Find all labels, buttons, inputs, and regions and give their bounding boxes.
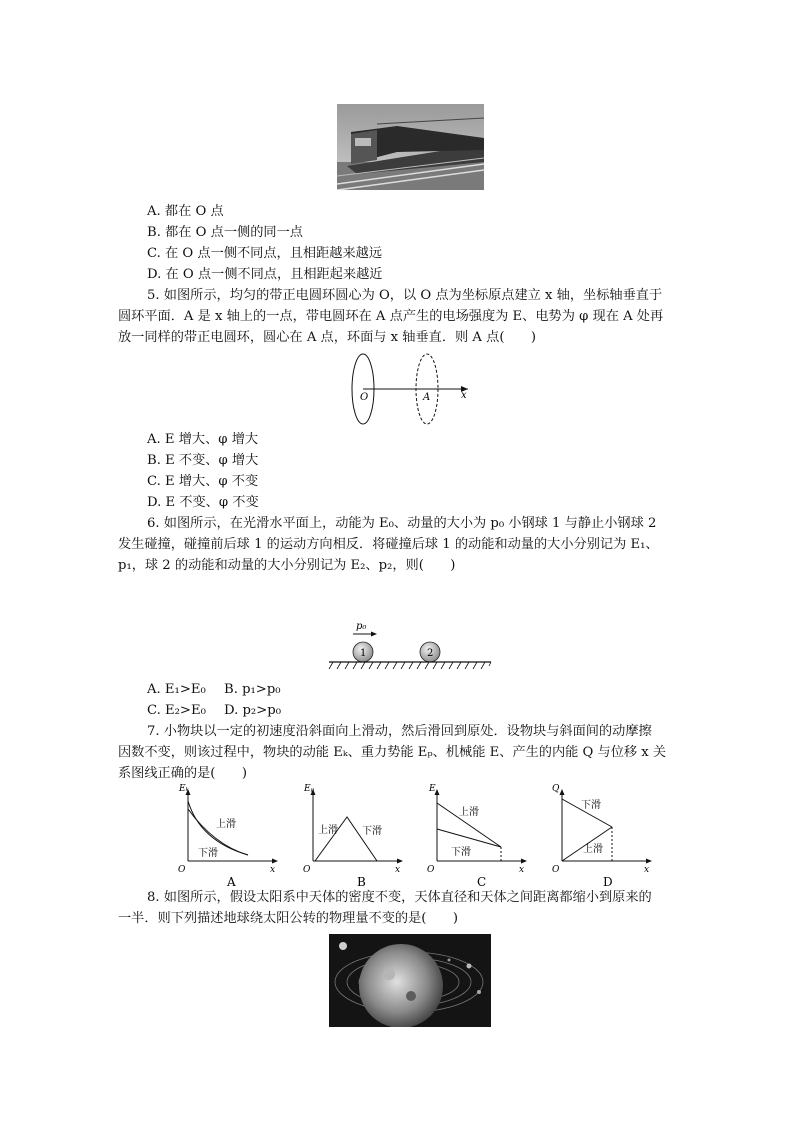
q5-stem-line-1: 5. 如图所示，均匀的带正电圆环圆心为 O，以 O 点为坐标原点建立 x 轴，坐标轴垂直于	[147, 288, 663, 303]
q6-option-a[interactable]: A. E₁>E₀	[147, 682, 206, 697]
graph-b-up-label: 上滑	[318, 825, 338, 836]
graph-c[interactable]	[425, 783, 535, 889]
solar-system-photo	[329, 934, 491, 1027]
q7-stem-line-2: 因数不变，则该过程中，物块的动能 Eₖ、重力势能 Eₚ、机械能 E、产生的内能 Q 与位移 x 关	[118, 745, 667, 760]
graph-b[interactable]	[301, 783, 411, 889]
q8-stem-line-1: 8. 如图所示，假设太阳系中天体的密度不变，天体直径和天体之间距离都缩小到原来的	[147, 890, 652, 905]
graph-c-up-label: 上滑	[459, 807, 479, 818]
graph-a-origin: O	[178, 865, 186, 875]
q5-option-a[interactable]: A. E 增大、φ 增大	[147, 432, 259, 447]
graph-c-ylabel: E	[429, 784, 436, 794]
graph-c-down-label: 下滑	[451, 847, 471, 858]
q8-stem-line-2: 一半．则下列描述地球绕太阳公转的物理量不变的是( )	[118, 911, 458, 926]
graph-d-up-label: 上滑	[583, 844, 603, 855]
graph-a-ylabel: Eₖ	[179, 784, 189, 794]
train-photo	[337, 104, 484, 190]
q6-stem-line-1: 6. 如图所示，在光滑水平面上，动能为 E₀、动量的大小为 p₀ 小钢球 1 与静止小钢球 2	[147, 516, 657, 531]
graph-d-origin: O	[552, 865, 560, 875]
graph-c-letter: C	[477, 875, 487, 889]
q7-stem-line-3: 系图线正确的是( )	[118, 766, 247, 781]
ball-1-label: 1	[360, 648, 367, 659]
q5-stem-line-3: 放一同样的带正电圆环，圆心在 A 点，环面与 x 轴垂直．则 A 点( )	[118, 330, 536, 345]
q5-stem-line-2: 圆环平面．A 是 x 轴上的一点，带电圆环在 A 点产生的电场强度为 E、电势为 φ 现在 A 处再	[118, 309, 664, 324]
graph-b-letter: B	[357, 875, 366, 889]
p0-label: p₀	[356, 621, 367, 632]
graph-d[interactable]	[550, 783, 660, 889]
graph-d-down-label: 下滑	[581, 800, 601, 811]
ring-label-a: A	[423, 392, 431, 403]
graph-c-origin: O	[427, 865, 435, 875]
q4-option-b[interactable]: B. 都在 O 点一侧的同一点	[147, 225, 303, 240]
graph-d-letter: D	[603, 875, 613, 889]
q4-option-a[interactable]: A. 都在 O 点	[147, 204, 224, 219]
q6-option-b[interactable]: B. p₁>p₀	[224, 682, 281, 697]
graph-b-origin: O	[303, 865, 311, 875]
q5-option-d[interactable]: D. E 不变、φ 不变	[147, 495, 259, 510]
q4-option-d[interactable]: D. 在 O 点一侧不同点，且相距起来越近	[147, 267, 383, 282]
q6-option-c[interactable]: C. E₂>E₀	[147, 703, 206, 718]
graph-a-down-label: 下滑	[198, 848, 218, 859]
ring-figure	[350, 352, 475, 427]
ball-2-label: 2	[427, 648, 434, 659]
graph-c-xlabel: x	[519, 865, 525, 875]
graph-b-ylabel: Eₚ	[304, 784, 315, 794]
graph-a-xlabel: x	[270, 865, 276, 875]
q6-stem-line-3: p₁，球 2 的动能和动量的大小分别记为 E₂、p₂，则( )	[118, 558, 456, 573]
q5-option-c[interactable]: C. E 增大、φ 不变	[147, 474, 259, 489]
q6-stem-line-2: 发生碰撞，碰撞前后球 1 的运动方向相反．将碰撞后球 1 的动能和动量的大小分别记为 E₁、	[118, 537, 659, 552]
q6-option-d[interactable]: D. p₂>p₀	[224, 703, 281, 718]
collision-figure	[325, 620, 495, 672]
graph-d-xlabel: x	[644, 865, 650, 875]
ring-label-x: x	[461, 390, 467, 401]
q5-option-b[interactable]: B. E 不变、φ 增大	[147, 453, 259, 468]
q7-stem-line-1: 7. 小物块以一定的初速度沿斜面向上滑动，然后滑回到原处．设物块与斜面间的动摩擦	[147, 724, 652, 739]
graph-b-down-label: 下滑	[362, 826, 382, 837]
graph-a[interactable]	[176, 783, 286, 889]
ring-label-o: O	[360, 392, 369, 403]
graph-a-letter: A	[227, 875, 236, 889]
q4-option-c[interactable]: C. 在 O 点一侧不同点，且相距越来越远	[147, 246, 383, 261]
graph-d-ylabel: Q	[552, 784, 560, 794]
graph-b-xlabel: x	[395, 865, 401, 875]
graph-a-up-label: 上滑	[216, 819, 236, 830]
